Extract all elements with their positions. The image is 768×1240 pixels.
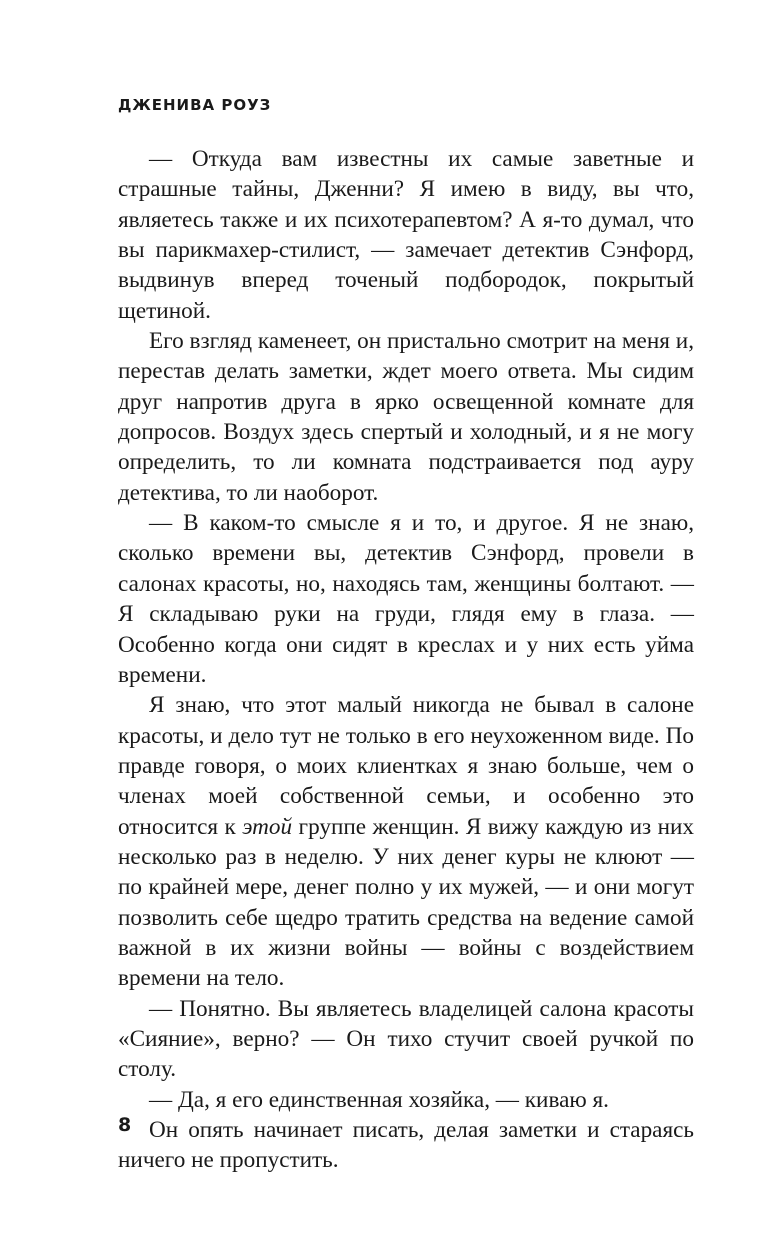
body-text bbox=[118, 144, 694, 1176]
paragraph-4-emphasis: этой bbox=[242, 813, 293, 840]
paragraph-5: — Понятно. Вы являетесь владелицей салона красоты «Сияние», верно? — Он тихо стучит своей ручкой по столу. bbox=[118, 995, 694, 1083]
paragraph-3: — В каком-то смысле я и то, и другое. Я не знаю, сколько времени вы, детектив Сэнфорд, провели в салонах красоты, но, находясь там, женщины болтают. — Я складываю руки на груди, глядя ему в глаза. — Особенно когда они сидят в креслах и у них есть уйма времени. bbox=[118, 510, 694, 688]
paragraph-4 bbox=[118, 690, 694, 993]
paragraph-1: — Откуда вам известны их самые заветные и страшные тайны, Дженни? Я имею в виду, вы что, являетесь также и их психотерапевтом? А я-то думал, что вы парикмахер-стилист, — замечает детектив Сэнфорд, выдвинув вперед точеный подбородок, покрытый щетиной. bbox=[118, 146, 694, 324]
paragraph-7: Он опять начинает писать, делая заметки и стараясь ничего не пропустить. bbox=[118, 1117, 694, 1174]
paragraph-4-before: Я знаю, что этот малый никогда не бывал в салоне красоты, и дело тут не только в его неухоженном виде. По правде говоря, о моих клиентках я знаю больше, чем о членах моей собственной семьи, и особенно это относится к bbox=[118, 692, 694, 840]
page-number: 8 bbox=[118, 1114, 132, 1136]
paragraph-2: Его взгляд каменеет, он пристально смотрит на меня и, перестав делать заметки, ждет моего ответа. Мы сидим друг напротив друга в ярко освещенной комнате для допросов. Воздух здесь спертый и холодный, и я не могу определить, то ли комната подстраивается под ауру детектива, то ли наоборот. bbox=[118, 328, 694, 506]
paragraph-4-after: группе женщин. Я вижу каждую из них несколько раз в неделю. У них денег куры не клюют — по крайней мере, денег полно у их мужей, — и они могут позволить себе щедро тратить средства на ведение самой важной в их жизни войны — войны с воздействием времени на тело. bbox=[118, 813, 695, 992]
paragraph-6: — Да, я его единственная хозяйка, — киваю я. bbox=[149, 1086, 609, 1113]
running-head-author: ДЖЕНИВА РОУЗ bbox=[118, 96, 272, 114]
